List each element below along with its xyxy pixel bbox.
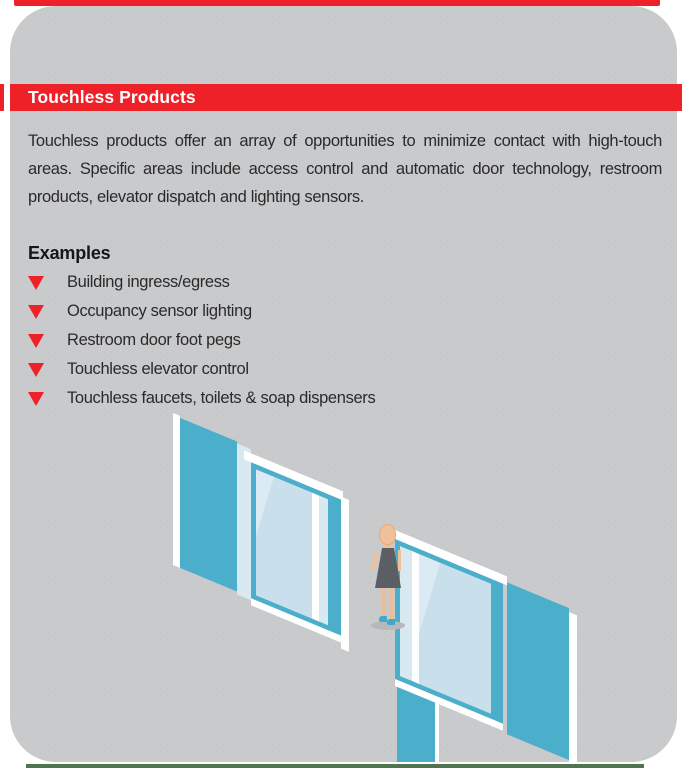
person-shoe — [387, 619, 395, 625]
intro-paragraph: Touchless products offer an array of opportunities to minimize contact with high-touch areas. Specific areas include access control and automatic door technology, restroom products, elevator dispatch and lighting sensors. — [28, 132, 662, 206]
person-figure — [370, 524, 406, 636]
list-item-label: Occupancy sensor lighting — [67, 302, 252, 320]
section-title-bar — [10, 84, 682, 111]
person-leg — [389, 588, 393, 621]
door-mullion — [312, 493, 319, 622]
list-item-label: Touchless faucets, toilets & soap dispensers — [67, 389, 376, 407]
door-glass-pane-narrow — [319, 495, 328, 625]
door-solid-panel — [507, 582, 569, 760]
door-mullion — [412, 551, 419, 684]
door-edge-cap — [569, 612, 577, 762]
list-item-label: Restroom door foot pegs — [67, 331, 241, 349]
door-framed-glass — [395, 530, 503, 735]
person-arm — [398, 550, 401, 571]
door-assembly-right — [395, 530, 581, 762]
page-title: Touchless Products — [28, 87, 196, 107]
door-edge-cap — [173, 413, 180, 568]
door-glass-pane — [419, 554, 491, 714]
door-assembly-left — [173, 415, 349, 640]
person-leg — [382, 588, 386, 618]
door-edge-cap — [341, 497, 349, 652]
door-glass-pane — [256, 469, 312, 618]
examples-heading: Examples — [28, 243, 111, 263]
person-arm — [370, 551, 379, 570]
door-solid-panel — [180, 418, 237, 592]
list-item-label: Touchless elevator control — [67, 360, 249, 378]
door-stile-edge — [435, 703, 439, 762]
list-item-label: Building ingress/egress — [67, 273, 230, 291]
person-head — [379, 524, 396, 545]
door-glass-strip — [237, 444, 251, 601]
person-shoe — [379, 616, 387, 622]
touchless-products-card — [10, 6, 677, 762]
title-bar-left-sliver — [0, 84, 4, 111]
sliding-door-illustration — [10, 6, 677, 762]
door-framed-glass — [251, 453, 341, 648]
bottom-section-strip — [26, 764, 644, 768]
